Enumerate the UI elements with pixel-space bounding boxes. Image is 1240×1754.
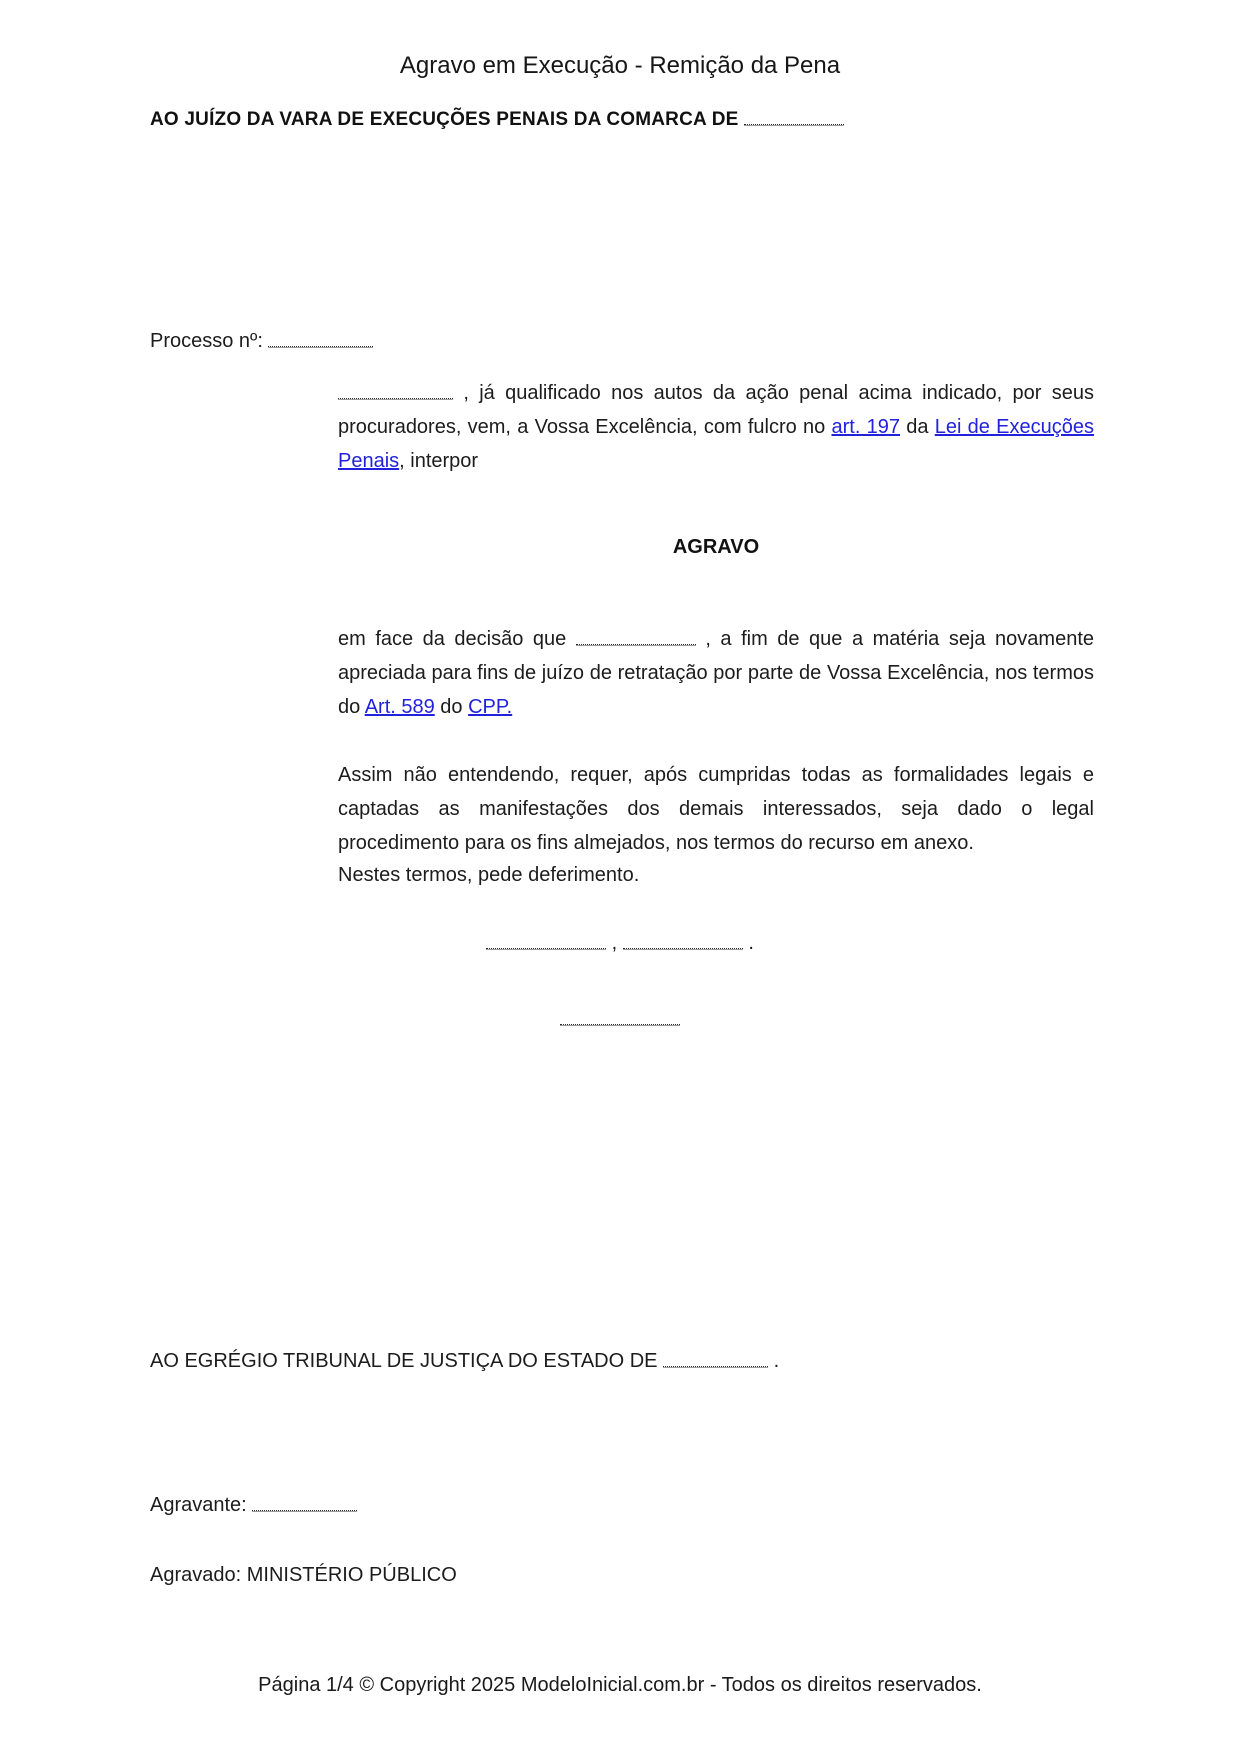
blank-decisao	[576, 628, 696, 645]
page-title: Agravo em Execução - Remição da Pena	[399, 52, 841, 79]
blank-agravante-nome	[338, 382, 453, 399]
paragraph-formalidades: Assim não entendendo, requer, após cumpridas todas as formalidades legais e captadas as manifestações dos demais interessados, seja dado o legal procedimento para os fins almejados, nos termos do recurso em anexo.	[338, 764, 1094, 854]
para2-after-blank: , a fim de que a matéria seja novamente apreciada para fins de juízo de retratação por parte de Vossa Excelência, nos termos do	[338, 628, 1095, 718]
signature-separator: ,	[611, 932, 618, 954]
paragraph-pedido-retratacao	[338, 622, 1094, 724]
paragraph-qualificacao	[338, 376, 1094, 478]
page-footer: Página 1/4 © Copyright 2025 ModeloInicial.com.br - Todos os direitos reservados.	[258, 1674, 982, 1696]
blank-comarca	[744, 108, 844, 125]
blank-cidade	[486, 932, 606, 949]
agravante-label: Agravante:	[150, 1494, 247, 1516]
court-heading	[150, 108, 1150, 131]
tribunal-heading	[150, 1350, 1150, 1373]
para2-before-blank: em face da decisão que	[338, 628, 576, 650]
processo-label: Processo nº:	[150, 330, 263, 352]
link-cpp[interactable]: CPP.	[468, 696, 513, 718]
link-art-589[interactable]: Art. 589	[364, 696, 435, 718]
court-heading-text: AO JUÍZO DA VARA DE EXECUÇÕES PENAIS DA COMARCA DE	[150, 109, 739, 130]
agravante-line	[150, 1494, 1050, 1517]
para1-between-links: da	[900, 416, 935, 438]
link-art-197[interactable]: art. 197	[831, 416, 901, 438]
link-lei-execucoes-penais[interactable]: Lei de Execuções Penais	[338, 416, 1095, 472]
closing-line: Nestes termos, pede deferimento.	[338, 864, 640, 886]
para1-text: , já qualificado nos autos da ação penal acima indicado, por seus procuradores, vem, a Vossa Excelência, com fulcro no	[338, 382, 1094, 438]
para1-tail: , interpor	[399, 450, 479, 472]
signature-place-date-line	[0, 932, 1240, 955]
tribunal-heading-text: AO EGRÉGIO TRIBUNAL DE JUSTIÇA DO ESTADO DE	[150, 1350, 658, 1372]
para2-between-links: do	[434, 696, 469, 718]
signature-terminator: .	[748, 932, 754, 954]
blank-agravante	[252, 1494, 357, 1511]
agravo-heading: AGRAVO	[672, 536, 760, 558]
signature-name-line	[0, 1008, 1240, 1031]
blank-processo-numero	[268, 330, 373, 347]
processo-line	[150, 330, 1050, 353]
blank-estado	[663, 1350, 768, 1367]
tribunal-terminator: .	[773, 1350, 780, 1372]
blank-assinatura	[560, 1008, 680, 1025]
blank-data	[623, 932, 743, 949]
agravado-line: Agravado: MINISTÉRIO PÚBLICO	[150, 1564, 457, 1586]
